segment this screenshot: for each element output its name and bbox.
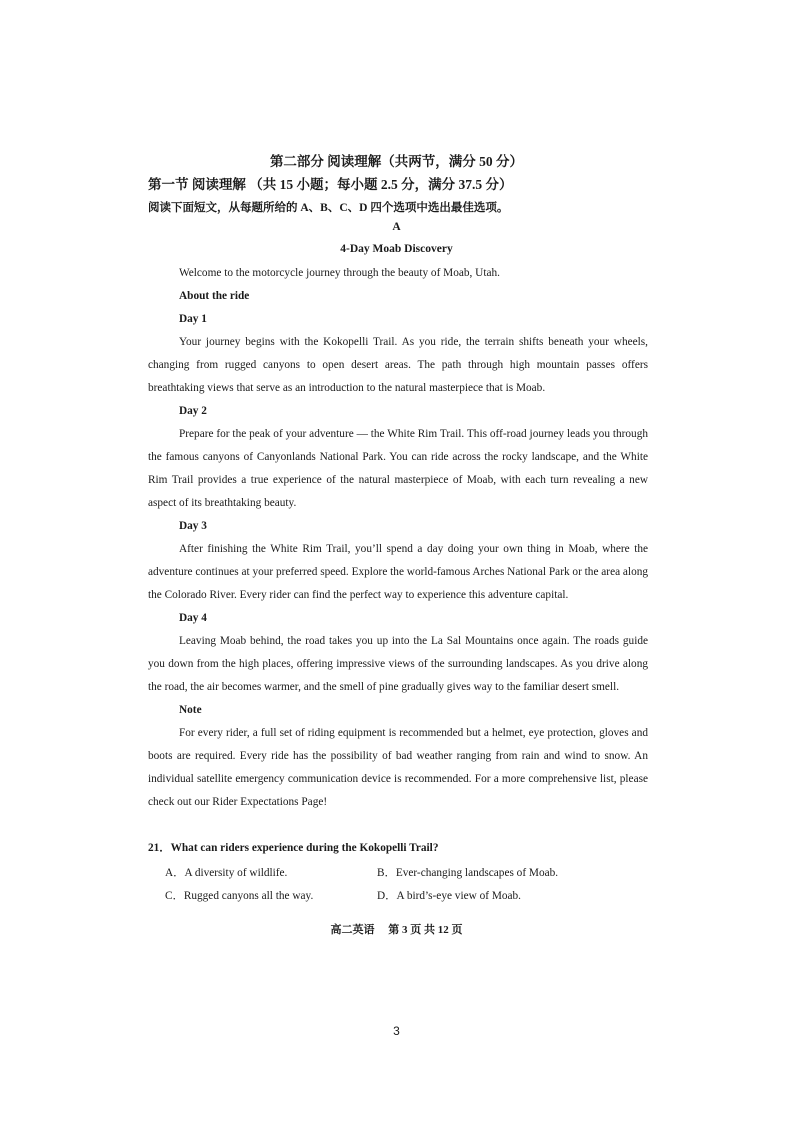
passage-body (148, 262, 648, 814)
day3-paragraph: After finishing the White Rim Trail, you’ll spend a day doing your own thing in Moab, where the adventure continues at your preferred speed. Explore the world-famous Arches National Park or the area along the Colorado River. Every rider can find the perfect way to experience this adventure capital. (148, 543, 649, 601)
question-21-options (165, 862, 645, 908)
note-heading: Note (179, 704, 202, 716)
option-b: B．Ever-changing landscapes of Moab. (377, 867, 559, 879)
day4-heading: Day 4 (179, 612, 207, 624)
day3-heading: Day 3 (179, 520, 207, 532)
question-21: 21．What can riders experience during the Kokopelli Trail? (148, 842, 439, 854)
day2-heading: Day 2 (179, 405, 207, 417)
page-number: 3 (393, 1024, 400, 1038)
instruction-text: 阅读下面短文，从每题所给的 A、B、C、D 四个选项中选出最佳选项。 (148, 202, 509, 214)
options-row-2 (165, 885, 645, 908)
options-row-1 (165, 862, 645, 885)
section-title: 第二部分 阅读理解（共两节，满分 50 分） (269, 154, 524, 169)
option-d: D．A bird’s-eye view of Moab. (377, 890, 522, 902)
option-a: A．A diversity of wildlife. (165, 867, 288, 879)
note-paragraph: For every rider, a full set of riding equipment is recommended but a helmet, eye protection, gloves and boots are required. Every ride has the possibility of bad weather ranging from rain and wind to snow. An individual satellite emergency communication device is recommended. For a more comprehensive list, please check out our Rider Expectations Page! (148, 727, 648, 808)
option-c: C．Rugged canyons all the way. (165, 890, 314, 902)
page-footer: 高二英语 第 3 页 共 12 页 (330, 924, 463, 936)
passage-letter: A (392, 221, 401, 233)
about-heading: About the ride (179, 290, 250, 302)
day4-paragraph: Leaving Moab behind, the road takes you up into the La Sal Mountains once again. The roads guide you down from the high places, offering impressive views of the surrounding landscapes. As you drive along the road, the air becomes warmer, and the smell of pine gradually gives way to the familiar desert smell. (148, 635, 648, 693)
day1-heading: Day 1 (179, 313, 207, 325)
sub-section-title: 第一节 阅读理解 （共 15 小题；每小题 2.5 分，满分 37.5 分） (148, 177, 513, 192)
passage-title: 4-Day Moab Discovery (340, 243, 453, 255)
passage-intro: Welcome to the motorcycle journey through the beauty of Moab, Utah. (179, 267, 500, 279)
day1-paragraph: Your journey begins with the Kokopelli Trail. As you ride, the terrain shifts beneath your wheels, changing from rugged canyons to open desert areas. The path through high mountain passes offers breathtaking views that serve as an introduction to the natural masterpiece that is Moab. (148, 336, 648, 394)
day2-paragraph: Prepare for the peak of your adventure — the White Rim Trail. This off-road journey leads you through the famous canyons of Canyonlands National Park. You can ride across the rocky landscape, and the White Rim Trail provides a true experience of the natural masterpiece of Moab, with each turn revealing a new aspect of its breathtaking beauty. (148, 428, 648, 509)
